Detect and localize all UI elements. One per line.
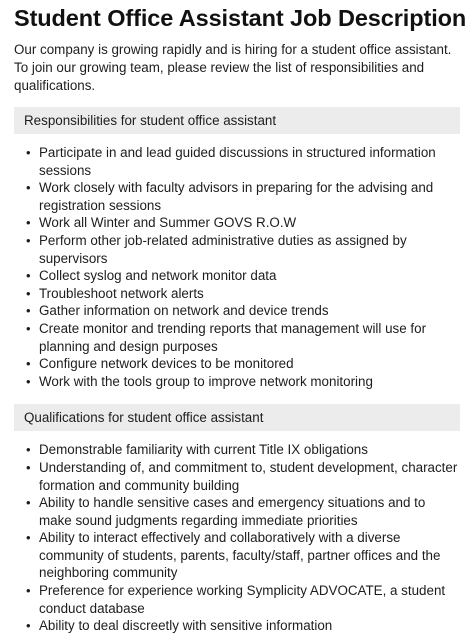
list-item — [26, 373, 460, 391]
bullet-icon: • — [26, 320, 31, 336]
list-item-text: Perform other job-related administrative duties as assigned by supervisors — [39, 232, 407, 266]
bullet-icon: • — [26, 303, 31, 319]
list-item-text: Configure network devices to be monitored — [39, 356, 294, 372]
list-item-text: Work closely with faculty advisors in preparing for the advising and registration sessions — [39, 180, 434, 213]
list-item — [26, 529, 460, 582]
bullet-icon: • — [26, 618, 31, 634]
list-item — [26, 214, 460, 232]
bullet-icon: • — [26, 215, 31, 231]
list-item — [26, 285, 460, 303]
list-item-text: Work with the tools group to improve network monitoring — [39, 373, 373, 389]
list-item — [26, 355, 460, 373]
list-item-text: Gather information on network and device trends — [39, 303, 329, 319]
bullet-icon: • — [26, 145, 31, 160]
list-item — [26, 302, 460, 320]
list-item-text: Collect syslog and network monitor data — [39, 268, 277, 284]
responsibilities-heading: Responsibilities for student office assistant — [14, 107, 460, 134]
list-item-text: Participate in and lead guided discussions in structured information sessions — [39, 145, 436, 178]
bullet-icon: • — [26, 180, 31, 196]
responsibilities-list — [14, 144, 460, 390]
bullet-icon: • — [26, 232, 31, 248]
list-item — [26, 494, 460, 529]
list-item — [26, 617, 460, 635]
list-item-text: Ability to interact effectively and collaboratively with a diverse community of students, parents, faculty/staff, partner offices and the neighboring community — [39, 530, 441, 581]
list-item — [26, 459, 460, 494]
bullet-icon: • — [26, 268, 31, 284]
bullet-icon: • — [26, 373, 31, 389]
list-item-text: Work all Winter and Summer GOVS R.O.W — [39, 215, 297, 231]
list-item — [26, 320, 460, 355]
list-item — [26, 232, 460, 267]
bullet-icon: • — [26, 442, 31, 458]
bullet-icon: • — [26, 356, 31, 372]
list-item-text: Demonstrable familiarity with current Title IX obligations — [39, 442, 368, 458]
intro-paragraph: Our company is growing rapidly and is hiring for a student office assistant. To join our growing team, please review the list of responsibilities and qualifications. — [14, 42, 452, 93]
page-title: Student Office Assistant Job Description — [14, 5, 467, 31]
list-item — [26, 441, 460, 459]
bullet-icon: • — [26, 459, 31, 475]
list-item-text: Ability to deal discreetly with sensitive information — [39, 618, 333, 634]
list-item — [26, 179, 460, 214]
list-item — [26, 582, 460, 617]
list-item — [26, 144, 460, 179]
list-item-text: Create monitor and trending reports that management will use for planning and design purposes — [39, 320, 427, 354]
list-item-text: Troubleshoot network alerts — [39, 285, 204, 301]
bullet-icon: • — [26, 583, 31, 599]
job-description-page — [0, 2, 474, 634]
list-item-text: Understanding of, and commitment to, student development, character formation and community building — [39, 459, 458, 493]
bullet-icon: • — [26, 495, 31, 511]
list-item-text: Preference for experience working Symplicity ADVOCATE, a student conduct database — [39, 583, 446, 616]
list-item-text: Ability to handle sensitive cases and emergency situations and to make sound judgments regarding immediate priorities — [39, 495, 426, 528]
bullet-icon: • — [26, 530, 31, 546]
bullet-icon: • — [26, 285, 31, 301]
qualifications-heading: Qualifications for student office assistant — [14, 404, 460, 431]
list-item — [26, 267, 460, 285]
